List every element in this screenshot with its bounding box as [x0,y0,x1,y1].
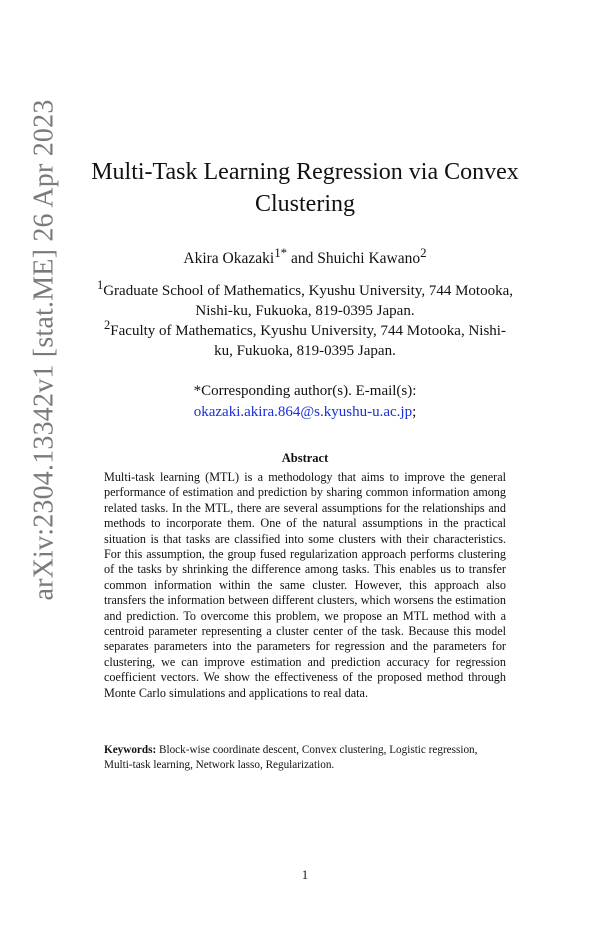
arxiv-stamp [20,85,70,615]
author-affiliation-mark: 2 [420,245,427,260]
affiliation-text: Faculty of Mathematics, Kyushu University, 744 Motooka, Nishi-ku, Fukuoka, 819-0395 Japan. [110,323,506,359]
arxiv-identifier: arXiv:2304.13342v1 [stat.ME] 26 Apr 2023 [29,99,60,601]
affiliation-text: Graduate School of Mathematics, Kyushu University, 744 Motooka, Nishi-ku, Fukuoka, 819-0395 Japan. [103,283,514,319]
corresponding-email-line [80,402,530,423]
corresponding-label: *Corresponding author(s). E-mail(s): [193,383,417,399]
keywords [104,743,506,773]
author-affiliation-mark: 1* [274,245,288,260]
author-conjunction: and [287,250,318,268]
corresponding-author [80,381,530,423]
keywords-text: Block-wise coordinate descent, Convex clustering, Logistic regression, Multi-task learning, Network lasso, Regularization. [104,744,481,771]
abstract-heading: Abstract [281,451,329,465]
email-trailing: ; [412,404,417,420]
author-name: Akira Okazaki [183,250,275,268]
keywords-label: Keywords: [104,744,157,756]
page-number: 1 [301,868,309,882]
affiliation-mark: 2 [104,318,111,332]
email-link[interactable]: okazaki.akira.864@s.kyushu-u.ac.jp [193,404,413,420]
affiliation [95,315,515,361]
abstract-text: Multi-task learning (MTL) is a methodology that aims to improve the general performance of estimation and prediction by sharing common information among related tasks. In the MTL, there are several assumptions for the relationships and methods to incorporate them. One of the natural assumptions in the practical situation is that tasks are classified into some clusters with their characteristics. For this assumption, the group fused regularization approach performs clustering of the tasks by shrinking the difference among tasks. This enables us to transfer common information within the same cluster. However, this approach also transfers the information between different clusters, which worsens the estimation and prediction. To overcome this problem, we propose an MTL method with a centroid parameter representing a cluster center of the task. Because this model separates parameters into the parameters for regression and the parameters for clustering, we can improve estimation and prediction accuracy for regression coefficient vectors. We show the effectiveness of the proposed method through Monte Carlo simulations and applications to real data. [104,470,506,700]
author-list [80,243,530,269]
affiliation-mark: 1 [96,278,104,292]
author-name: Shuichi Kawano [317,250,421,268]
paper-title: Multi-Task Learning Regression via Convex Clustering [91,159,519,217]
